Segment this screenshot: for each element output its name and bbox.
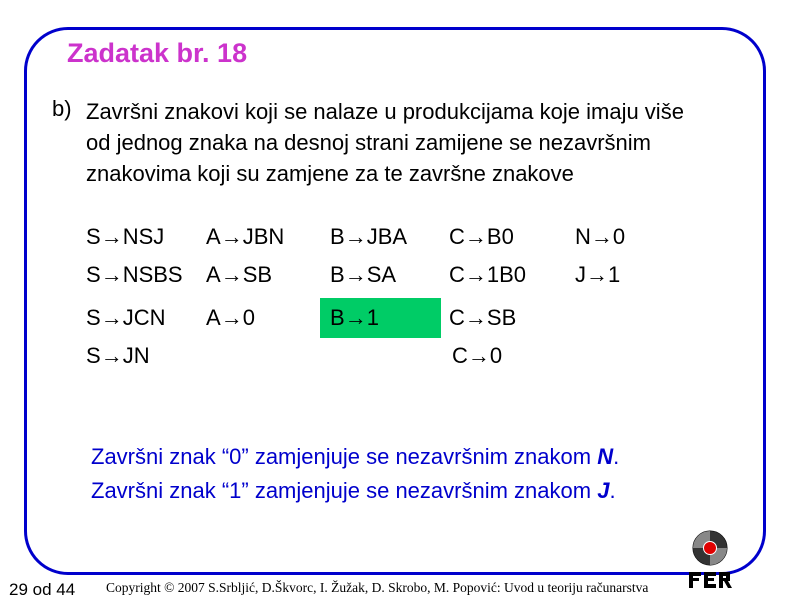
production-c-0: C→0 <box>452 343 503 368</box>
production-s-jn: S→JN <box>86 343 150 368</box>
production-a-jbn: A→JBN <box>206 224 285 249</box>
arrow-icon: → <box>100 305 123 330</box>
production-n-0: N→0 <box>575 224 626 249</box>
arrow-icon: → <box>467 343 490 368</box>
logo-emblem <box>693 531 727 565</box>
arrow-icon: → <box>586 262 608 287</box>
arrow-icon: → <box>344 305 367 330</box>
fer-logo-icon <box>687 528 733 592</box>
production-a-sb: A→SB <box>206 262 273 287</box>
copyright-text: Copyright © 2007 S.Srbljić, D.Škvorc, I. Žužak, D. Skrobo, M. Popović: Uvod u teoriju računarstva <box>106 580 649 595</box>
note-one-to-j: Završni znak “1” zamjenjuje se nezavršnim znakom J. <box>91 478 616 503</box>
arrow-icon: → <box>344 262 367 287</box>
production-a-0: A→0 <box>206 305 255 330</box>
paragraph-line: Završni znakovi koji se nalaze u produkcijama koje imaju više <box>86 99 684 124</box>
arrow-icon: → <box>100 224 123 249</box>
production-b-1-highlighted: B→1 <box>330 305 379 330</box>
production-c-sb: C→SB <box>449 305 517 330</box>
production-c-1b0: C→1B0 <box>449 262 527 287</box>
arrow-icon: → <box>220 224 243 249</box>
arrow-icon: → <box>100 343 123 368</box>
slide-title: Zadatak br. 18 <box>67 38 248 68</box>
page-number: 29 od 44 <box>9 580 76 599</box>
production-s-nsj: S→NSJ <box>86 224 165 249</box>
item-label: b) <box>52 96 72 121</box>
arrow-icon: → <box>464 224 487 249</box>
arrow-icon: → <box>344 224 367 249</box>
paragraph-line: znakovima koji su zamjene za te završne znakove <box>86 161 574 186</box>
production-b-sa: B→SA <box>330 262 397 287</box>
arrow-icon: → <box>590 224 613 249</box>
logo-letters <box>689 572 732 588</box>
production-c-b0: C→B0 <box>449 224 514 249</box>
description-paragraph <box>86 96 766 189</box>
arrow-icon: → <box>464 262 487 287</box>
production-j-1: J→1 <box>575 262 621 287</box>
paragraph-line: od jednog znaka na desnoj strani zamijene se nezavršnim <box>86 130 651 155</box>
note-zero-to-n: Završni znak “0” zamjenjuje se nezavršnim znakom N. <box>91 444 620 469</box>
production-s-jcn: S→JCN <box>86 305 166 330</box>
arrow-icon: → <box>220 262 243 287</box>
arrow-icon: → <box>464 305 487 330</box>
production-b-jba: B→JBA <box>330 224 408 249</box>
arrow-icon: → <box>100 262 123 287</box>
arrow-icon: → <box>220 305 243 330</box>
production-s-nsbs: S→NSBS <box>86 262 183 287</box>
